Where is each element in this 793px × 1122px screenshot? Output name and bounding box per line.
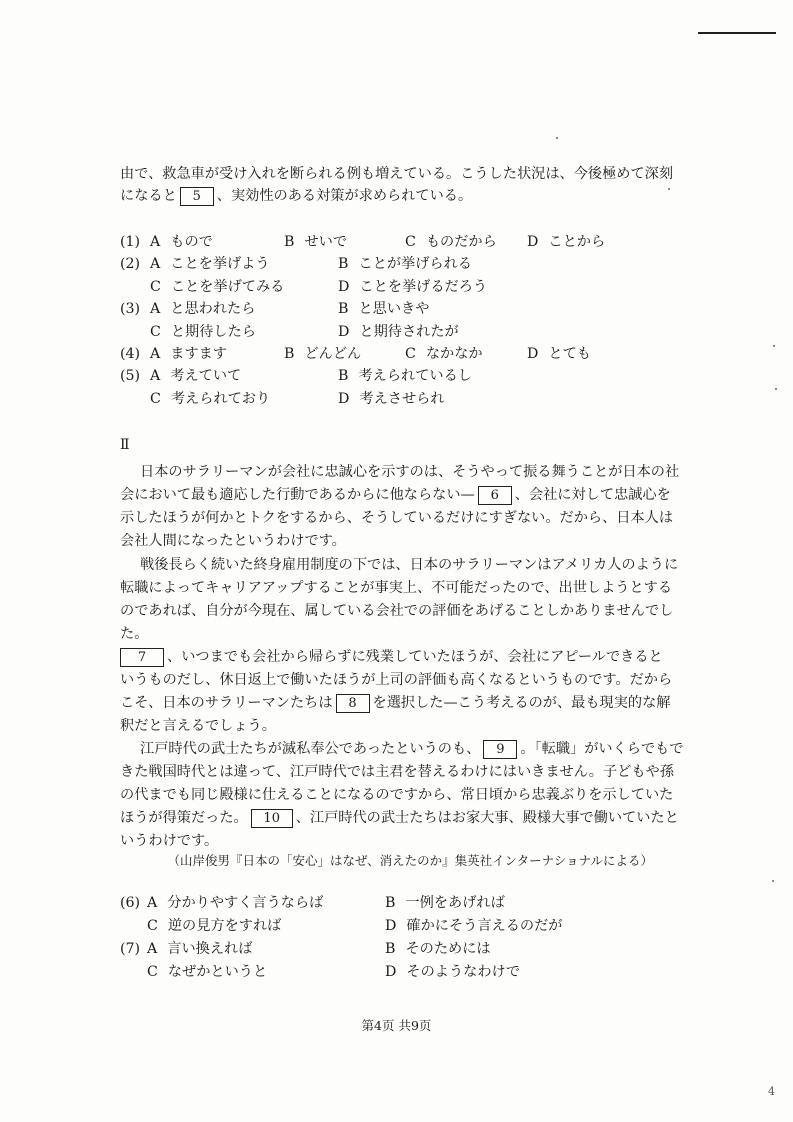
option-text: せいで bbox=[304, 234, 348, 250]
option-d[interactable] bbox=[527, 344, 591, 364]
blank-5[interactable]: 5 bbox=[180, 187, 214, 206]
option-letter: B bbox=[385, 941, 396, 957]
option-letter: C bbox=[150, 278, 161, 295]
option-d[interactable] bbox=[338, 389, 445, 409]
question-number: (4) bbox=[120, 346, 141, 362]
option-a[interactable] bbox=[150, 254, 270, 274]
option-letter: B bbox=[284, 346, 295, 362]
option-letter: A bbox=[150, 346, 161, 362]
blank-8[interactable]: 8 bbox=[336, 694, 370, 713]
option-letter: D bbox=[338, 278, 350, 295]
text-fragment: 江戸時代の武士たちが滅私奉公であったというのも、 bbox=[140, 741, 481, 757]
option-letter: D bbox=[385, 964, 397, 980]
option-text: と期待したら bbox=[170, 323, 256, 340]
passage2-line: いうわけです。 bbox=[120, 833, 219, 849]
option-a[interactable] bbox=[150, 299, 255, 319]
option-a[interactable] bbox=[150, 344, 227, 364]
option-c[interactable] bbox=[150, 277, 284, 297]
option-text: 考えられているし bbox=[358, 368, 472, 385]
option-letter: D bbox=[338, 323, 350, 340]
passage1-line bbox=[120, 186, 472, 206]
scan-speck bbox=[556, 137, 558, 139]
option-letter: D bbox=[527, 234, 539, 250]
option-letter: A bbox=[147, 941, 158, 957]
question-number: (1) bbox=[120, 234, 141, 250]
option-c[interactable] bbox=[405, 232, 497, 252]
option-d[interactable] bbox=[385, 962, 520, 982]
option-letter: C bbox=[147, 964, 158, 980]
text-fragment: 。「転職」がいくらでもで bbox=[520, 741, 684, 757]
option-letter: C bbox=[150, 390, 161, 407]
option-d[interactable] bbox=[385, 916, 562, 936]
option-text: ことを挙げてみる bbox=[170, 278, 285, 295]
option-text: 言い換えれば bbox=[167, 941, 253, 957]
option-text: ものだから bbox=[425, 234, 497, 250]
passage2-line bbox=[120, 647, 663, 667]
option-letter: A bbox=[150, 301, 161, 318]
option-text: と思いきや bbox=[358, 301, 430, 318]
question-number: (2) bbox=[120, 256, 141, 273]
text-fragment: 、いつまでも会社から帰らずに残業していたほうが、会社にアピールできると bbox=[167, 649, 663, 665]
passage2-line: 転職によってキャリアアップすることが事実上、不可能だったので、出世しようとする bbox=[120, 580, 673, 596]
option-letter: C bbox=[150, 323, 161, 340]
option-b[interactable] bbox=[284, 232, 347, 252]
page-number: 第4页 共9页 bbox=[361, 1018, 432, 1033]
passage2-line: きた戦国時代とは違って、江戸時代では主君を替えるわけにはいきません。子どもや孫 bbox=[120, 764, 674, 780]
option-letter: B bbox=[338, 368, 349, 385]
option-letter: C bbox=[405, 234, 416, 250]
passage2-line bbox=[120, 693, 670, 713]
option-text: どんどん bbox=[304, 346, 362, 362]
option-letter: A bbox=[150, 234, 161, 250]
scan-speck bbox=[775, 388, 777, 390]
option-c[interactable] bbox=[147, 962, 267, 982]
option-letter: C bbox=[405, 346, 416, 362]
option-b[interactable] bbox=[338, 254, 472, 274]
passage2-line bbox=[120, 808, 679, 828]
option-text: ことを挙げよう bbox=[170, 256, 270, 273]
text-fragment: 、会社に対して忠誠心を bbox=[514, 487, 671, 503]
option-letter: B bbox=[284, 234, 295, 250]
passage2-line: の代までも同じ殿様に仕えることになるのですから、常日頃から忠義ぶりを示していた bbox=[120, 787, 674, 803]
option-letter: D bbox=[527, 346, 539, 362]
text-fragment: になると bbox=[120, 188, 177, 204]
option-letter: B bbox=[338, 301, 349, 318]
option-text: と思われたら bbox=[170, 301, 256, 318]
option-letter: D bbox=[385, 918, 397, 934]
option-text: なぜかというと bbox=[167, 964, 268, 980]
passage2-line: 日本のサラリーマンが会社に忠誠心を示すのは、そうやって振る舞うことが日本の社 bbox=[140, 464, 680, 480]
option-text: もので bbox=[170, 234, 213, 250]
blank-9[interactable]: 9 bbox=[483, 740, 517, 759]
option-d[interactable] bbox=[338, 322, 459, 342]
option-text: 分かりやすく言うならば bbox=[167, 895, 324, 911]
passage2-line bbox=[120, 485, 671, 505]
option-c[interactable] bbox=[147, 916, 281, 936]
passage2-line: 示したほうが何かとトクをするから、そうしているだけにすぎない。だから、日本人は bbox=[120, 510, 674, 526]
option-text: ますます bbox=[170, 346, 228, 362]
text-fragment: 、江戸時代の武士たちはお家大事、殿様大事で働いていたと bbox=[295, 810, 679, 826]
option-a[interactable] bbox=[147, 893, 323, 913]
option-text: と期待されたが bbox=[359, 323, 459, 340]
text-fragment: を選択した—こう考えるのが、最も現実的な解 bbox=[372, 695, 671, 711]
source-citation: （山岸俊男『日本の「安心」はなぜ、消えたのか』集英社インターナショナルによる） bbox=[167, 853, 653, 868]
option-text: そのようなわけで bbox=[406, 964, 520, 980]
option-letter: B bbox=[338, 256, 349, 273]
option-b[interactable] bbox=[338, 366, 472, 386]
question-number: (6) bbox=[120, 895, 141, 911]
passage2-line: 釈だと言えるでしょう。 bbox=[120, 718, 276, 734]
option-a[interactable] bbox=[150, 366, 241, 386]
passage2-line: た。 bbox=[120, 626, 149, 642]
option-letter: C bbox=[147, 918, 158, 934]
option-text: なかなか bbox=[425, 346, 483, 362]
passage2-line: のであれば、自分が今現在、属している会社での評価をあげることしかありませんでし bbox=[120, 603, 674, 619]
option-c[interactable] bbox=[405, 344, 483, 364]
text-fragment: 会において最も適応した行動であるからに他ならない— bbox=[120, 487, 475, 503]
passage1-line: 由で、救急車が受け入れを断られる例も増えている。こうした状況は、今後極めて深刻 bbox=[120, 166, 674, 182]
option-letter: A bbox=[147, 895, 158, 911]
passage2-line: 会社人間になったというわけです。 bbox=[120, 533, 346, 549]
option-letter: A bbox=[150, 368, 161, 385]
question-number: (7) bbox=[120, 941, 141, 957]
passage2-line bbox=[140, 739, 683, 759]
option-c[interactable] bbox=[150, 322, 256, 342]
option-b[interactable] bbox=[284, 344, 361, 364]
option-b[interactable] bbox=[338, 299, 429, 319]
option-text: ことが挙げられる bbox=[358, 256, 472, 273]
text-fragment: こそ、日本のサラリーマンたちは bbox=[120, 695, 333, 711]
option-a[interactable] bbox=[147, 939, 252, 959]
scan-speck bbox=[773, 345, 775, 347]
scan-artifact-line bbox=[698, 32, 776, 34]
option-text: そのためには bbox=[405, 941, 491, 957]
corner-mark: 4 bbox=[768, 1085, 775, 1098]
passage2-line: 戦後長らく続いた終身雇用制度の下では、日本のサラリーマンはアメリカ人のように bbox=[140, 557, 679, 573]
option-text: 確かにそう言えるのだが bbox=[406, 918, 563, 934]
option-b[interactable] bbox=[385, 939, 491, 959]
option-text: 考えていて bbox=[170, 368, 242, 385]
option-text: ことを挙げるだろう bbox=[359, 278, 488, 295]
option-text: 考えられており bbox=[170, 390, 271, 407]
option-letter: A bbox=[150, 256, 161, 273]
blank-10[interactable]: 10 bbox=[251, 809, 293, 828]
option-c[interactable] bbox=[150, 389, 270, 409]
blank-7[interactable]: 7 bbox=[120, 648, 164, 667]
option-letter: D bbox=[338, 390, 350, 407]
question-number: (3) bbox=[120, 301, 141, 318]
text-fragment: ほうが得策だった。 bbox=[120, 810, 248, 826]
option-d[interactable] bbox=[338, 277, 487, 297]
passage2-line: いうものだし、休日返上で働いたほうが上司の評価も高くなるというものです。だから bbox=[120, 672, 673, 688]
option-d[interactable] bbox=[527, 232, 605, 252]
option-a[interactable] bbox=[150, 232, 213, 252]
scan-speck bbox=[772, 880, 774, 882]
option-text: ことから bbox=[548, 234, 606, 250]
scan-speck bbox=[668, 188, 670, 190]
text-fragment: 、実効性のある対策が求められている。 bbox=[216, 188, 473, 204]
option-text: 考えさせられ bbox=[359, 390, 445, 407]
option-text: とても bbox=[548, 346, 591, 362]
option-text: 一例をあげれば bbox=[405, 895, 505, 911]
option-letter: B bbox=[385, 895, 396, 911]
question-number: (5) bbox=[120, 368, 141, 385]
option-b[interactable] bbox=[385, 893, 505, 913]
section-label: Ⅱ bbox=[120, 437, 130, 453]
option-text: 逆の見方をすれば bbox=[167, 918, 282, 934]
blank-6[interactable]: 6 bbox=[478, 486, 512, 505]
